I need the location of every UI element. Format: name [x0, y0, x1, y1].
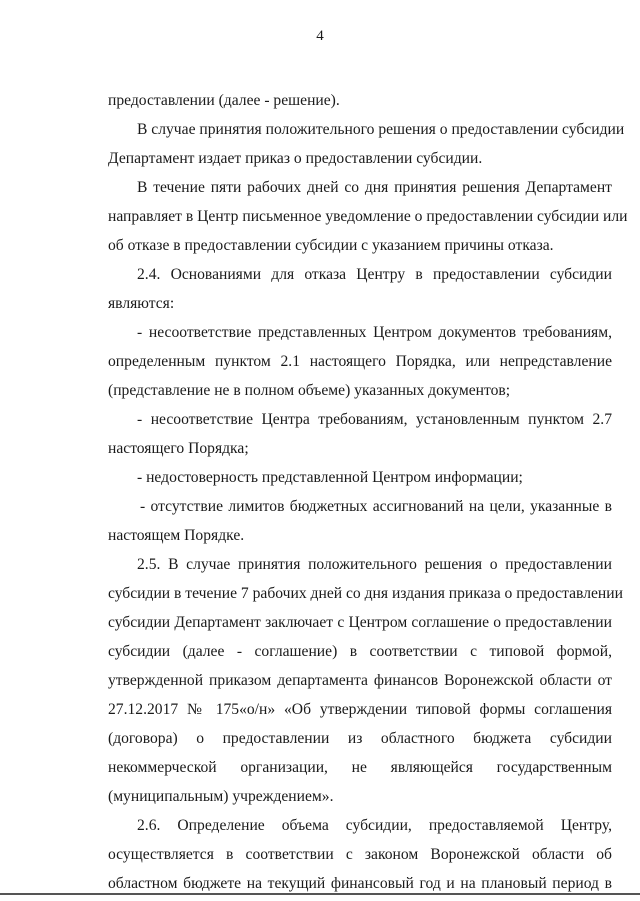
text-line: В случае принятия положительного решения о предоставлении субсидии — [137, 121, 625, 138]
text-line: Департамент издает приказ о предоставлении субсидии. — [108, 150, 483, 167]
text-line: 2.4. Основаниями для отказа Центру в предоставлении субсидии — [137, 266, 612, 283]
text-line: - несоответствие представленных Центром документов требованиям, — [137, 324, 612, 341]
text-line: - недостоверность представленной Центром информации; — [137, 469, 523, 486]
page-number: 4 — [316, 28, 324, 44]
text-line: направляет в Центр письменное уведомление о предоставлении субсидии или — [108, 208, 628, 225]
text-line: (муниципальным) учреждением». — [108, 788, 334, 805]
text-line: субсидии Департамент заключает с Центром соглашение о предоставлении — [108, 614, 612, 631]
text-line: являются: — [108, 295, 175, 312]
text-line: 2.6. Определение объема субсидии, предоставляемой Центру, — [137, 817, 612, 834]
text-line: субсидии в течение 7 рабочих дней со дня издания приказа о предоставлении — [108, 585, 623, 602]
text-line: областном бюджете на текущий финансовый год и на плановый период в — [108, 875, 612, 892]
text-line: субсидии (далее - соглашение) в соответствии с типовой формой, — [108, 643, 612, 660]
text-line: настоящего Порядка; — [108, 440, 249, 457]
text-line: (представление не в полном объеме) указанных документов; — [108, 382, 511, 399]
document-body — [108, 86, 628, 898]
text-line: осуществляется в соответствии с законом Воронежской области об — [108, 846, 612, 863]
text-line: об отказе в предоставлении субсидии с указанием причины отказа. — [108, 237, 554, 254]
text-line: 27.12.2017 № 175«о/н» «Об утверждении типовой формы соглашения — [108, 701, 612, 718]
text-line: В течение пяти рабочих дней со дня принятия решения Департамент — [137, 179, 612, 196]
text-line: - несоответствие Центра требованиям, установленным пунктом 2.7 — [137, 411, 612, 428]
text-line: 2.5. В случае принятия положительного решения о предоставлении — [137, 556, 612, 573]
text-line: (договора) о предоставлении из областного бюджета субсидии — [108, 730, 612, 747]
scan-edge-line — [0, 893, 640, 895]
text-line: настоящем Порядке. — [108, 527, 245, 544]
text-line: некоммерческой организации, не являющейся государственным — [108, 759, 612, 776]
text-line: предоставлении (далее - решение). — [108, 92, 340, 109]
text-line: определенным пунктом 2.1 настоящего Порядка, или непредставление — [108, 353, 612, 370]
text-line: утвержденной приказом департамента финансов Воронежской области от — [108, 672, 612, 689]
text-line: - отсутствие лимитов бюджетных ассигнований на цели, указанные в — [140, 498, 612, 515]
